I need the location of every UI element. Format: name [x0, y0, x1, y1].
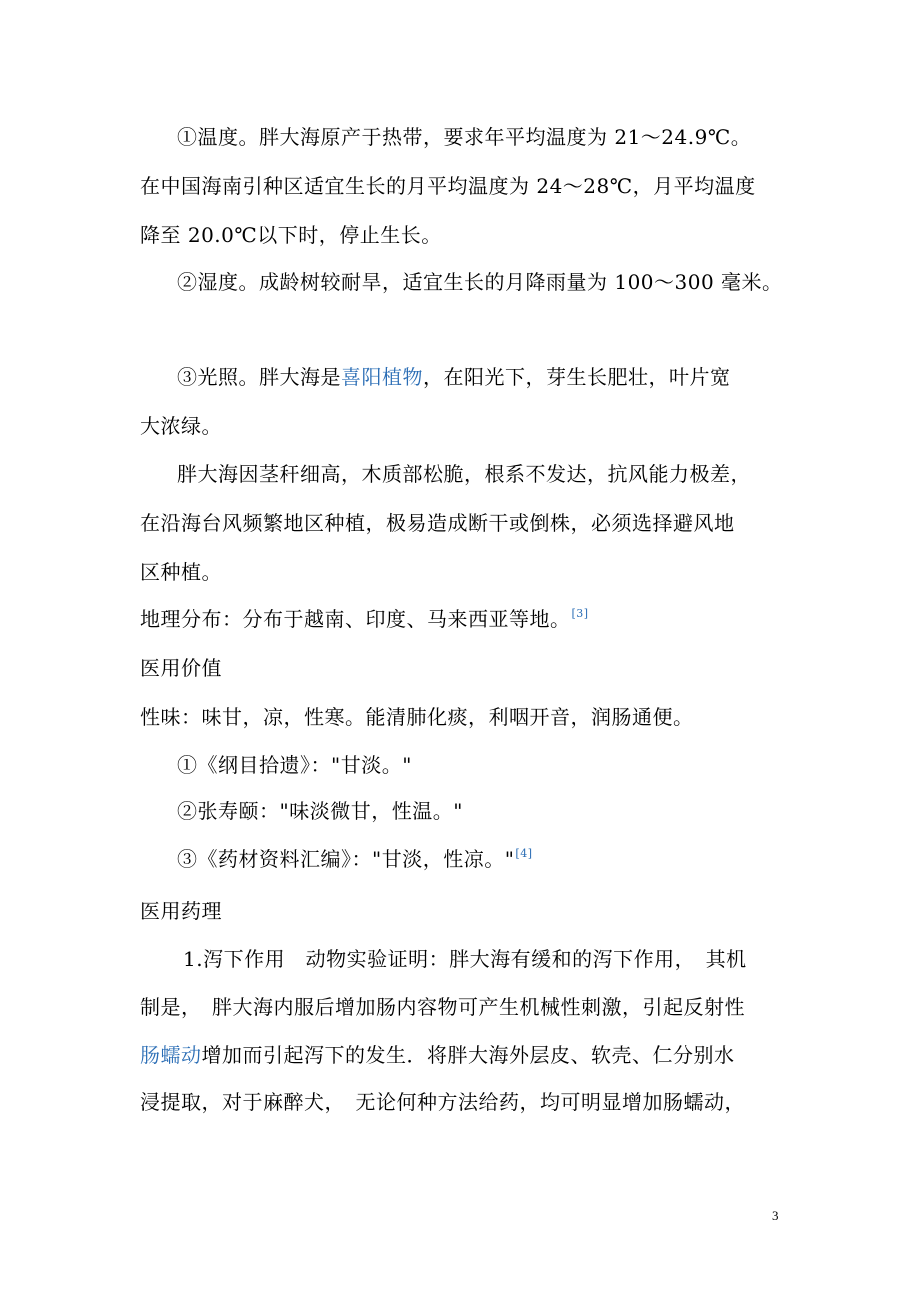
- quote-2: ②张寿颐："味淡微甘，性温。": [177, 799, 463, 823]
- temperature-line-3: 降至 20.0℃以下时，停止生长。: [140, 223, 442, 247]
- laxative-line-2: 制是， 胖大海内服后增加肠内容物可产生机械性刺激，引起反射性: [140, 995, 745, 1019]
- humidity-line-1: ②湿度。成龄树较耐旱，适宜生长的月降雨量为 100～300 毫米。: [177, 270, 783, 294]
- reference-4-link[interactable]: [4]: [515, 847, 533, 860]
- reference-3-link[interactable]: [3]: [571, 607, 589, 620]
- laxative-line-1: 1.泻下作用 动物实验证明：胖大海有缓和的泻下作用， 其机: [183, 947, 747, 971]
- wind-line-3: 区种植。: [140, 560, 222, 584]
- peristalsis-link[interactable]: 肠蠕动: [140, 1043, 202, 1067]
- light-text-before: ③光照。胖大海是: [177, 365, 341, 389]
- pharmacology-heading: 医用药理: [140, 899, 222, 923]
- temperature-line-2: 在中国海南引种区适宜生长的月平均温度为 24～28℃，月平均温度: [140, 174, 756, 198]
- laxative-line-4: 浸提取，对于麻醉犬， 无论何种方法给药，均可明显增加肠蠕动，: [140, 1090, 745, 1114]
- wind-line-1: 胖大海因茎秆细高，木质部松脆，根系不发达，抗风能力极差，: [177, 462, 751, 486]
- laxative-line-3: [140, 1041, 735, 1069]
- laxative-line-3-text: 增加而引起泻下的发生．将胖大海外层皮、软壳、仁分别水: [201, 1043, 735, 1067]
- distribution-text: 分布于越南、印度、马来西亚等地。: [242, 607, 571, 631]
- wind-line-2: 在沿海台风频繁地区种植，极易造成断干或倒株，必须选择避风地: [140, 511, 735, 535]
- light-line-1: [177, 363, 731, 391]
- quote-3: [177, 845, 533, 877]
- taste-line: 性味：味甘，凉，性寒。能清肺化痰，利咽开音，润肠通便。: [140, 705, 694, 729]
- temperature-line-1: ①温度。胖大海原产于热带，要求年平均温度为 21～24.9℃。: [177, 125, 752, 149]
- distribution-label: 地理分布：: [140, 607, 243, 631]
- quote-3-text: ③《药材资料汇编》："甘淡，性凉。": [177, 847, 515, 871]
- medical-value-heading: 医用价值: [140, 656, 222, 680]
- distribution-line: [140, 605, 589, 637]
- sun-loving-plant-link[interactable]: 喜阳植物: [341, 365, 423, 389]
- quote-1: ①《纲目拾遗》："甘淡。": [177, 753, 412, 777]
- light-line-2: 大浓绿。: [140, 414, 222, 438]
- light-text-after: ，在阳光下，芽生长肥壮，叶片宽: [423, 365, 731, 389]
- page-number: 3: [772, 1208, 779, 1223]
